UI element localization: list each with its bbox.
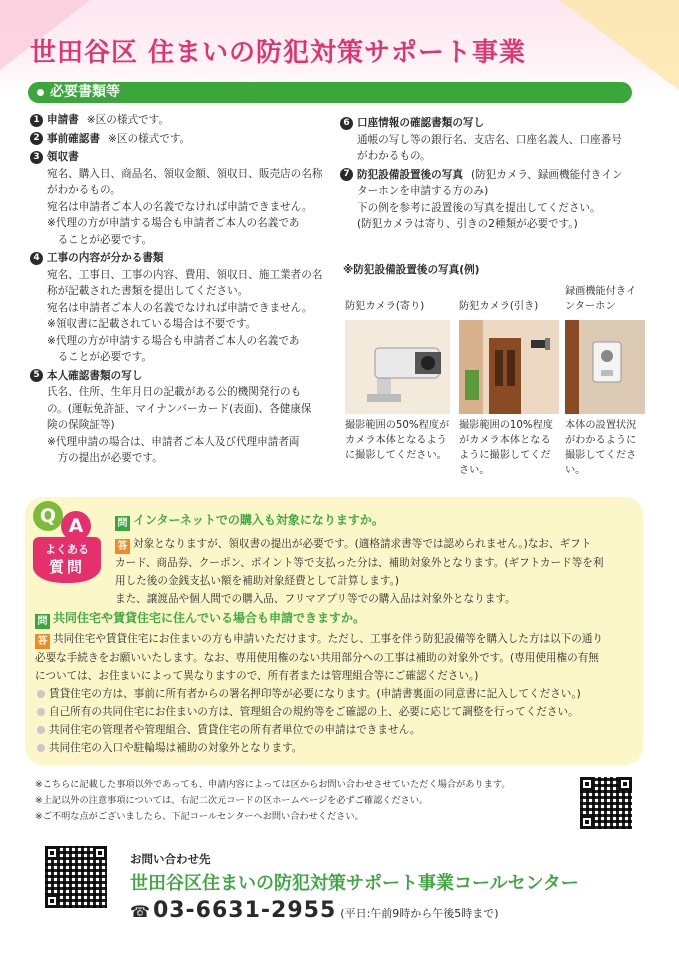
document-detail-line: 宛名は申請者ご本人の名義でなければ申請できません。 [47,200,313,213]
document-item-header [30,250,330,267]
document-detail-line: の。(運転免許証、マイナンバーカード(表面)、各健康保 [47,402,312,415]
a-badge-icon: A [61,511,91,541]
document-title: 口座情報の確認書類の写し [357,117,485,129]
answer-mark-icon: 答 [35,634,50,649]
answer-text: 用した後の金銭支払い額を補助対象経費として計算します。) [115,575,400,587]
answer-text: については、お住まいによって異なりますので、所有者または管理組合等にご確認ください。) [35,670,479,682]
documents-right-column [340,115,640,235]
document-item-header [340,115,640,132]
document-title: 工事の内容が分かる書類 [47,252,164,264]
document-item [30,131,330,148]
business-hours: (平日:午前9時から午後5時まで) [340,907,499,920]
qr-finder [45,894,59,908]
phone-number: 03-6631-2955 [152,898,337,923]
answer-mark-icon: 答 [115,539,130,554]
photo-caption: 本体の設置状況がわかるように撮影してください。 [565,420,637,476]
q-badge-icon: Q [33,501,63,531]
document-detail-line: ることが必要です。 [47,351,153,363]
answer-line [35,630,635,649]
call-center-name: 世田谷区住まいの防犯対策サポート事業コールセンター [130,873,579,894]
faq-question-1 [115,511,635,531]
footnote-line: ※上記以外の注意事項については、右記二次元コードの区ホームページを必ずご確認ください。 [35,795,429,806]
document-detail-line: 通帳の写し等の銀行名、支店名、口座名義人、口座番号 [357,133,622,146]
document-item-header [30,131,330,148]
number-badge-icon: 6 [340,117,353,130]
camera-wide-image [459,320,559,414]
phone-icon: ☎ [130,902,151,921]
photo-caption: 撮影範囲の50%程度がカメラ本体となるように撮影してください。 [345,420,450,461]
question-text: インターネットでの購入も対象になりますか。 [133,513,384,527]
photo-example-camera-close [345,286,450,463]
answer-line [115,535,635,554]
footnote-line: ※ご不明な点がございましたら、下記コールセンターへお問い合わせください。 [35,811,364,822]
qr-finder [580,777,594,791]
answer-bullet: 共同住宅の入口や駐輪場は補助の対象外となります。 [35,739,635,757]
photo-caption: 撮影範囲の10%程度がカメラ本体となるように撮影してください。 [459,420,553,476]
section-label: 必要書類等 [50,84,120,100]
document-title: 防犯設備設置後の写真 [357,168,463,181]
qr-finder [45,846,59,860]
answer-text: また、譲渡品や個人間での購入品、フリマアプリ等での購入品は対象外となります。 [115,593,516,605]
document-item [30,112,330,129]
photo-label: 録画機能付きインターホン [565,286,637,312]
question-text: 共同住宅や賃貸住宅に住んでいる場合も申請できますか。 [53,611,366,625]
documents-left-column [30,112,330,469]
faq-badge [33,497,105,585]
photo-label: 防犯カメラ(寄り) [345,301,425,312]
document-detail-line: ターホンを申請する方のみ) [357,185,489,197]
answer-line [35,649,635,667]
document-detail-line: ることが必要です。 [47,233,153,246]
photo-examples-heading: ※防犯設備設置後の写真(例) [343,264,480,276]
contact-label: お問い合わせ先 [130,852,211,866]
document-title: 領収書 [47,151,79,163]
document-title: 本人確認書類の写し [47,369,143,382]
document-item-header [30,112,330,129]
faq-tag-line1: よくある [45,543,89,556]
number-badge-icon: 7 [340,168,353,181]
question-mark-icon: 問 [35,614,50,629]
document-detail-line: (防犯カメラは寄り、引きの2種類が必要です。) [357,218,578,230]
document-detail-line: 氏名、住所、生年月日の記載がある公的機関発行のも [47,386,302,398]
document-detail-line: 宛名、工事日、工事の内容、費用、領収日、施工業者の名 [47,268,323,281]
qr-code-icon[interactable] [45,846,107,908]
document-item-header [30,149,330,166]
photo-example-camera-wide [459,286,559,478]
camera-close-image [345,320,450,414]
number-badge-icon: 3 [30,151,43,164]
document-item [30,149,330,248]
document-detail-line: 下の例を参考に設置後の写真を提出してください。 [357,201,601,214]
answer-line [115,590,635,608]
faq-tag-line2: 質問 [48,558,85,576]
document-title: 事前確認書 [47,132,100,145]
faq-answer-1 [115,535,635,608]
page-title: 世田谷区 住まいの防犯対策サポート事業 [30,38,527,68]
answer-bullet: 賃貸住宅の方は、事前に所有者からの署名押印等が必要になります。(申請書裏面の同意書に記入してください。) [35,685,635,703]
document-detail-line: ※代理の方が申請する場合も申請者ご本人の名義であ [47,217,300,229]
faq-answer-2 [35,630,635,757]
document-detail-line: 宛名、購入日、商品名、領収金額、領収日、販売店の名称 [47,167,323,180]
document-note: ※区の様式です。 [107,132,191,145]
answer-line [35,667,635,685]
document-item [340,115,640,165]
answer-line [115,572,635,590]
footnotes [35,777,555,825]
document-detail-line: 宛名は申請者ご本人の名義でなければ申請できません。 [47,301,313,314]
footnote-line: ※こちらに記載した事項以外であっても、申請内容によっては区からお問い合わせさせていただく場合があります。 [35,779,511,790]
document-detail-line: ※領収書に記載されている場合は不要です。 [47,318,257,330]
number-badge-icon: 1 [30,114,43,127]
answer-text: カード、商品券、クーポン、ポイント等で支払った分は、補助対象外となります。(ギフトカード等を利 [115,557,604,569]
number-badge-icon: 2 [30,132,43,145]
document-item [30,368,330,467]
faq-tag [33,537,101,583]
number-badge-icon: 5 [30,369,43,382]
answer-line [115,554,635,572]
document-detail-line: 方の提出が必要です。 [47,452,163,464]
header-decoration-right [559,0,679,90]
document-item [30,250,330,366]
document-detail-line: がわかるもの。 [47,184,121,196]
qr-finder [93,846,107,860]
document-title: 申請書 [47,114,79,126]
answer-text: 必要な手続きをお願いいたします。なお、専用使用権のない共用部分への工事は補助の対象外です。(専用使用権の有無 [35,652,599,664]
question-mark-icon: 問 [115,516,130,531]
document-item-header [340,167,640,184]
qr-finder [618,777,632,791]
document-detail-line: 険の保険証等) [47,419,115,431]
document-detail-line: ※代理申請の場合は、申請者ご本人及び代理申請者両 [47,435,300,448]
document-note: ※区の様式です。 [86,114,169,126]
answer-text: 共同住宅や賃貸住宅にお住まいの方も申請いただけます。ただし、工事を伴う防犯設備等を購入した方は以下の通り [53,633,604,645]
qr-finder [580,815,594,829]
photo-label: 防犯カメラ(引き) [459,301,539,312]
document-detail-line: がわかるもの。 [357,150,431,162]
qr-code-icon[interactable] [580,777,632,829]
document-detail-line: ※代理の方が申請する場合も申請者ご本人の名義であ [47,334,300,347]
faq-question-2 [35,609,635,629]
answer-bullet: 共同住宅の管理者や管理組合、賃貸住宅の所有者単位での申請はできません。 [35,721,635,739]
document-item-header [30,368,330,385]
answer-bullet: 自己所有の共同住宅にお住まいの方は、管理組合の規約等をご確認の上、必要に応じて調整を行ってください。 [35,703,635,721]
bullet-icon [37,89,44,96]
document-item [340,167,640,233]
photo-example-intercom [565,286,645,478]
section-bar-required-documents [28,82,632,103]
document-detail-line: 称が記載された書類を提出してください。 [47,285,249,297]
intercom-image [565,320,645,414]
answer-text: 対象となりますが、領収書の提出が必要です。(適格請求書等では認められません。)なお、ギフト [133,538,592,550]
document-note: (防犯カメラ、録画機能付きイン [470,168,623,181]
contact-phone[interactable] [130,898,499,923]
number-badge-icon: 4 [30,252,43,265]
